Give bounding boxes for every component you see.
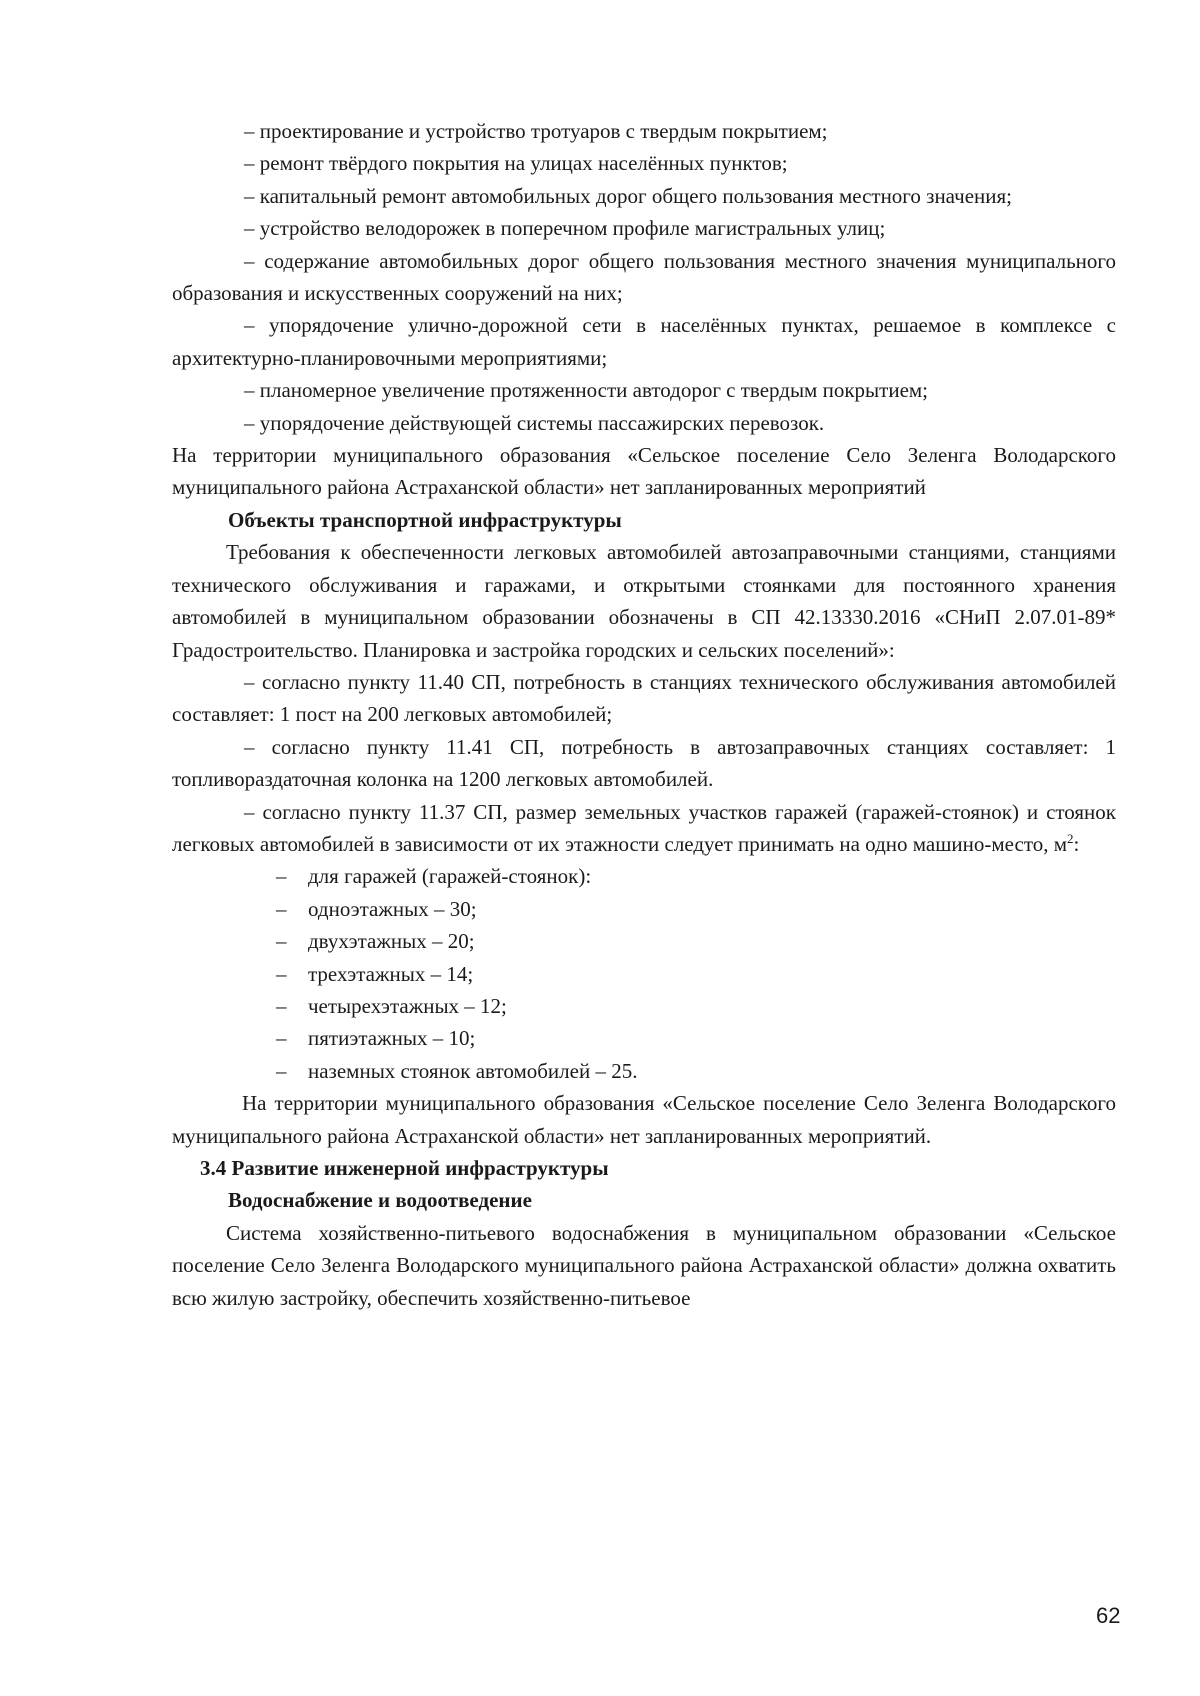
dash-bullet: – [276, 896, 287, 921]
requirements-paragraph: Требования к обеспеченности легковых автомобилей автозаправочными станциями, станциями технического обслуживания и гаражами, и открытыми стоянками для постоянного хранения автомобилей в муниципальном образовании обозначены в СП 42.13330.2016 «СНиП 2.07.01-89* Градостроительство. Планировка и застройка городских и сельских поселений»: [172, 540, 1116, 662]
square-superscript: 2 [1067, 830, 1074, 846]
list-item [172, 990, 1116, 1022]
list-item-text: двухэтажных – 20; [308, 929, 475, 954]
list-item-text: четырехэтажных – 12; [308, 993, 507, 1018]
dash-bullet: – [276, 929, 287, 954]
garage-land-requirement-colon: : [1073, 831, 1080, 856]
intro-item: – упорядочение улично-дорожной сети в населённых пунктах, решаемое в комплексе с архитектурно-планировочными мероприятиями; [172, 313, 1116, 370]
dash-bullet: – [276, 961, 287, 986]
list-item [172, 1022, 1116, 1054]
page-number: 62 [1096, 1603, 1121, 1628]
sto-requirement-item: – согласно пункту 11.40 СП, потребность в станциях технического обслуживания автомобилей составляет: 1 пост на 200 легковых автомобилей; [172, 669, 1116, 727]
list-item [172, 860, 1116, 892]
dash-bullet: – [276, 993, 287, 1018]
transport-infrastructure-heading: Объекты транспортной инфраструктуры [228, 507, 622, 532]
intro-item: – планомерное увеличение протяженности автодорог с твердым покрытием; [244, 378, 929, 403]
intro-item: – упорядочение действующей системы пассажирских перевозок. [244, 410, 825, 435]
list-item [172, 958, 1116, 990]
list-item-text: одноэтажных – 30; [308, 896, 477, 921]
list-item [172, 925, 1116, 957]
list-item-text: для гаражей (гаражей-стоянок): [308, 864, 592, 889]
no-planned-activities-note: На территории муниципального образования «Сельское поселение Село Зеленга Володарского муниципального района Астраханской области» нет запланированных мероприятий [172, 443, 1116, 500]
list-item-text: трехэтажных – 14; [308, 961, 474, 986]
dash-bullet: – [276, 864, 287, 889]
list-item-text: пятиэтажных – 10; [308, 1026, 476, 1051]
list-item [172, 1055, 1116, 1087]
no-planned-activities-note: На территории муниципального образования «Сельское поселение Село Зеленга Володарского муниципального района Астраханской области» нет запланированных мероприятий. [172, 1091, 1116, 1148]
intro-item: – капитальный ремонт автомобильных дорог общего пользования местного значения; [244, 183, 1013, 208]
list-item [172, 893, 1116, 925]
garage-land-requirement-text: – согласно пункту 11.37 СП, размер земельных участков гаражей (гаражей-стоянок) и стоянок легковых автомобилей в зависимости от их этажности следует принимать на одно машино-место, м [172, 799, 1116, 856]
intro-item: – устройство велодорожек в поперечном профиле магистральных улиц; [244, 216, 886, 241]
intro-item: – ремонт твёрдого покрытия на улицах населённых пунктов; [244, 151, 788, 176]
garage-size-list [172, 860, 1116, 1087]
fuel-station-requirement-item: – согласно пункту 11.41 СП, потребность в автозаправочных станциях составляет: 1 топливораздаточная колонка на 1200 легковых автомобилей. [172, 734, 1116, 792]
list-item-text: наземных стоянок автомобилей – 25. [308, 1058, 638, 1083]
page-content [172, 115, 1116, 1314]
intro-item: – содержание автомобильных дорог общего пользования местного значения муниципального образования и искусственных сооружений на них; [172, 248, 1116, 306]
section-heading: 3.4 Развитие инженерной инфраструктуры [200, 1156, 609, 1180]
intro-item: – проектирование и устройство тротуаров с твердым покрытием; [244, 119, 828, 143]
garage-land-requirement-item [172, 796, 1116, 861]
water-supply-subheading: Водоснабжение и водоотведение [228, 1188, 532, 1213]
water-supply-paragraph: Система хозяйственно-питьевого водоснабжения в муниципальном образовании «Сельское поселение Село Зеленга Володарского муниципального района Астраханской области» должна охватить всю жилую застройку, обеспечить хозяйственно-питьевое [172, 1220, 1116, 1310]
dash-bullet: – [276, 1058, 287, 1083]
dash-bullet: – [276, 1026, 287, 1051]
